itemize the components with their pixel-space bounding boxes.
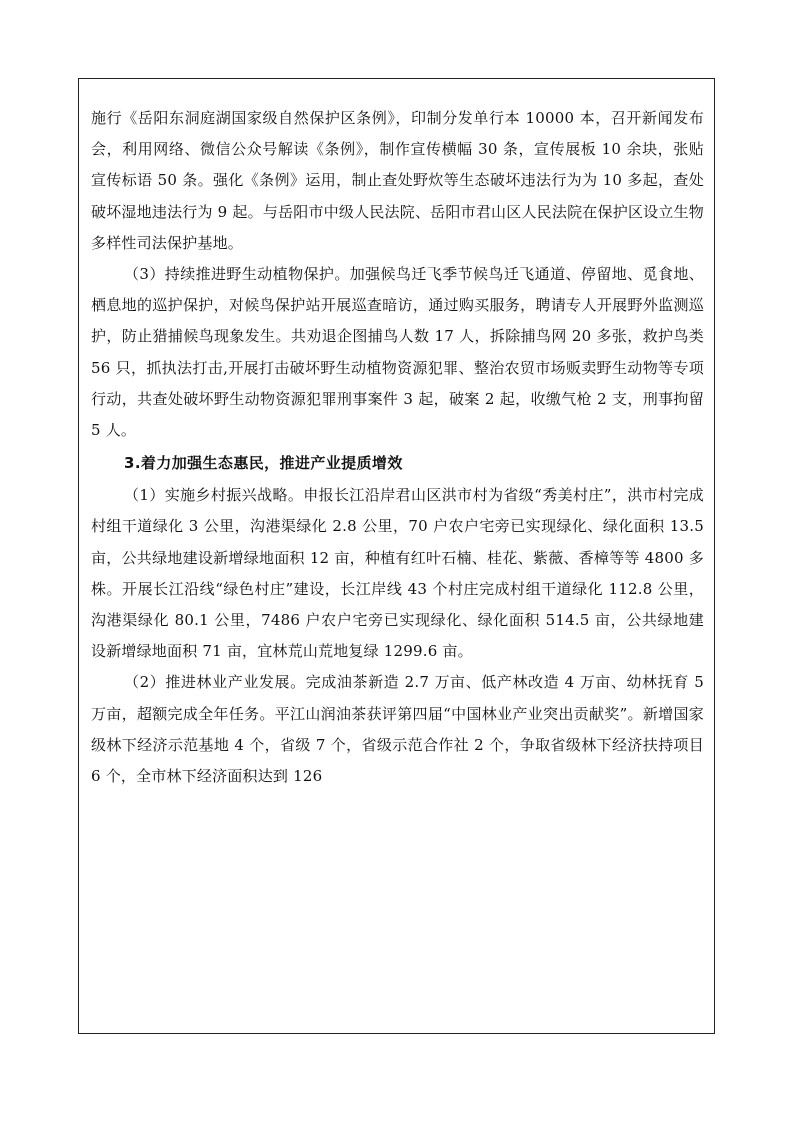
document-body	[79, 79, 715, 792]
paragraph-rural-revitalization: （1）实施乡村振兴战略。申报长江沿岸君山区洪市村为省级“秀美村庄”，洪市村完成村组干道绿化 3 公里，沟港渠绿化 2.8 公里，70 户农户宅旁已实现绿化、绿化面积 13.5 亩，公共绿地建设新增绿地面积 12 亩，种植有红叶石楠、桂花、紫薇、香樟等等 4800 多株。开展长江沿线“绿色村庄”建设，长江岸线 43 个村庄完成村组干道绿化 112.8 公里，沟港渠绿化 80.1 公里，7486 户农户宅旁已实现绿化、绿化面积 514.5 亩，公共绿地建设新增绿地面积 71 亩，宜林荒山荒地复绿 1299.6 亩。	[91, 486, 704, 661]
paragraph-regulation-publicity: 施行《岳阳东洞庭湖国家级自然保护区条例》，印制分发单行本 10000 本，召开新闻发布会，利用网络、微信公众号解读《条例》，制作宣传横幅 30 条，宣传展板 10 余块，张贴宣传标语 50 条。强化《条例》运用，制止查处野炊等生态破坏违法行为为 10 多起，查处破坏湿地违法行为 9 起。与岳阳市中级人民法院、岳阳市君山区人民法院在保护区设立生物多样性司法保护基地。	[91, 109, 704, 252]
section-heading-ecological-benefits: 3.着力加强生态惠民，推进产业提质增效	[124, 454, 403, 473]
paragraph-wildlife-protection: （3）持续推进野生动植物保护。加强候鸟迁飞季节候鸟迁飞通道、停留地、觅食地、栖息地的巡护保护，对候鸟保护站开展巡查暗访，通过购买服务，聘请专人开展野外监测巡护，防止猎捕候鸟现象发生。共劝退企图捕鸟人数 17 人，拆除捕鸟网 20 多张，救护鸟类 56 只，抓执法打击,开展打击破坏野生动植物资源犯罪、整治农贸市场贩卖野生动物等专项行动，共查处破坏野生动物资源犯罪刑事案件 3 起，破案 2 起，收缴气枪 2 支，刑事拘留 5 人。	[91, 265, 704, 440]
paragraph-forestry-industry: （2）推进林业产业发展。完成油茶新造 2.7 万亩、低产林改造 4 万亩、幼林抚育 5 万亩，超额完成全年任务。平江山润油茶获评第四届“中国林业产业突出贡献奖”。新增国家级林下经济示范基地 4 个，省级 7 个，省级示范合作社 2 个，争取省级林下经济扶持项目 6 个，全市林下经济面积达到 126	[91, 673, 704, 786]
document-frame	[78, 78, 715, 1034]
